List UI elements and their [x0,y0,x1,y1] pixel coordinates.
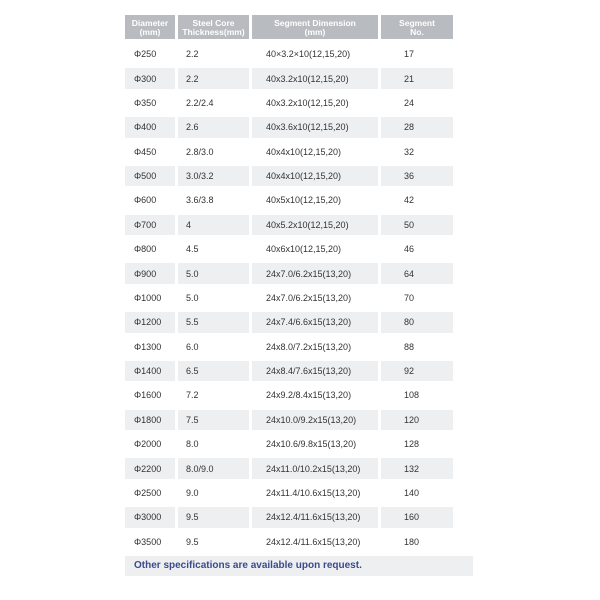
segment-no-cell: 64 [381,263,453,283]
segment-dimension-cell: 40x3.2x10(12,15,20) [252,68,378,88]
segment-no-cell: 92 [381,361,453,381]
steel-core-cell: 2.8/3.0 [186,146,214,157]
diameter-cell: Φ1000 [134,292,162,303]
segment-no-cell: 46 [404,244,415,255]
steel-core-cell: 5.0 [178,263,249,283]
table-row [125,190,473,210]
diameter-cell: Φ2000 [134,439,162,450]
segment-dimension-cell: 24x7.0/6.2x15(13,20) [252,263,378,283]
steel-core-cell: 4.5 [186,244,199,255]
steel-core-cell: 9.5 [186,536,199,547]
table-row [125,312,473,332]
steel-core-cell: 3.6/3.8 [186,195,214,206]
table-row [125,434,473,454]
steel-core-cell: 7.2 [186,390,199,401]
segment-dimension-cell: 40x4x10(12,15,20) [252,166,378,186]
segment-no-cell: 50 [381,215,453,235]
steel-core-cell: 2.6 [178,117,249,137]
table-row [125,215,473,235]
segment-dimension-cell: 24x10.6/9.8x15(13,20) [266,439,357,450]
segment-dimension-cell: 40x4x10(12,15,20) [266,146,342,157]
steel-core-cell: 2.2 [178,68,249,88]
steel-core-cell: 8.0 [186,439,199,450]
steel-core-cell: 9.0 [186,487,199,498]
segment-no-cell: 140 [404,487,420,498]
segment-dimension-cell: 24x7.4/6.6x15(13,20) [252,312,378,332]
table-row [125,93,473,113]
table-row [125,142,473,162]
steel-core-cell: 9.5 [178,507,249,527]
segment-no-cell: 88 [404,341,415,352]
segment-no-cell: 180 [404,536,420,547]
table-row [125,410,473,430]
diameter-cell: Φ2200 [125,458,175,478]
segment-no-cell: 120 [381,410,453,430]
diameter-cell: Φ1800 [125,410,175,430]
diameter-cell: Φ600 [134,195,157,206]
segment-no-cell: 70 [404,292,415,303]
specification-table [125,15,473,576]
steel-core-cell: 4 [178,215,249,235]
header-steel-core-line1: Steel Core [192,17,235,28]
diameter-cell: Φ1300 [134,341,162,352]
diameter-cell: Φ1400 [125,361,175,381]
header-segment-no-line2: No. [410,26,424,37]
table-row [125,239,473,259]
steel-core-cell: 2.2/2.4 [186,97,214,108]
segment-no-cell: 128 [404,439,420,450]
segment-dimension-cell: 40x5.2x10(12,15,20) [252,215,378,235]
segment-dimension-cell: 24x12.4/11.6x15(13,20) [252,507,378,527]
table-row [125,458,473,478]
table-header [125,15,473,39]
table-row [125,337,473,357]
table-row [125,483,473,503]
header-diameter [125,15,175,39]
footer-note: Other specifications are available upon request. [125,556,473,576]
segment-dimension-cell: 24x12.4/11.6x15(13,20) [266,536,361,547]
segment-no-cell: 36 [381,166,453,186]
segment-no-cell: 17 [404,49,415,60]
header-segment-dimension-line1: Segment Dimension [274,17,356,28]
header-steel-core [178,15,249,39]
segment-dimension-cell: 40×3.2×10(12,15,20) [266,49,351,60]
diameter-cell: Φ250 [134,49,157,60]
steel-core-cell: 7.5 [178,410,249,430]
diameter-cell: Φ700 [125,215,175,235]
diameter-cell: Φ400 [125,117,175,137]
diameter-cell: Φ1600 [134,390,162,401]
segment-dimension-cell: 24x11.4/10.6x15(13,20) [266,487,361,498]
steel-core-cell: 2.2 [186,49,199,60]
diameter-cell: Φ900 [125,263,175,283]
segment-no-cell: 132 [381,458,453,478]
segment-no-cell: 80 [381,312,453,332]
table-row [125,361,473,381]
header-segment-dimension-line2: (mm) [304,26,326,37]
steel-core-cell: 6.0 [186,341,199,352]
segment-no-cell: 28 [381,117,453,137]
segment-dimension-cell: 24x9.2/8.4x15(13,20) [266,390,352,401]
diameter-cell: Φ300 [125,68,175,88]
segment-no-cell: 42 [404,195,415,206]
segment-dimension-cell: 24x8.0/7.2x15(13,20) [266,341,352,352]
diameter-cell: Φ3000 [125,507,175,527]
segment-dimension-cell: 40x6x10(12,15,20) [266,244,342,255]
segment-dimension-cell: 40x3.6x10(12,15,20) [252,117,378,137]
header-diameter-line1: Diameter [131,17,169,28]
header-segment-no [381,15,453,39]
segment-no-cell: 24 [404,97,415,108]
segment-no-cell: 108 [404,390,420,401]
table-row [125,68,473,88]
table-row [125,507,473,527]
table-row [125,44,473,64]
diameter-cell: Φ3500 [134,536,162,547]
segment-no-cell: 160 [381,507,453,527]
table-body [125,44,473,552]
header-segment-dimension [252,15,378,39]
table-row [125,166,473,186]
segment-dimension-cell: 40x5x10(12,15,20) [266,195,342,206]
steel-core-cell: 6.5 [178,361,249,381]
header-segment-no-line1: Segment [399,17,435,28]
steel-core-cell: 5.5 [178,312,249,332]
header-steel-core-line2: Thickness(mm) [182,26,245,37]
segment-no-cell: 21 [381,68,453,88]
segment-dimension-cell: 24x8.4/7.6x15(13,20) [252,361,378,381]
diameter-cell: Φ1200 [125,312,175,332]
segment-dimension-cell: 24x7.0/6.2x15(13,20) [266,292,352,303]
segment-dimension-cell: 24x10.0/9.2x15(13,20) [252,410,378,430]
diameter-cell: Φ450 [134,146,157,157]
table-row [125,532,473,552]
diameter-cell: Φ350 [134,97,157,108]
table-row [125,288,473,308]
header-diameter-line2: (mm) [139,26,161,37]
segment-dimension-cell: 24x11.0/10.2x15(13,20) [252,458,378,478]
table-row [125,263,473,283]
table-row [125,385,473,405]
segment-dimension-cell: 40x3.2x10(12,15,20) [266,97,349,108]
steel-core-cell: 3.0/3.2 [178,166,249,186]
steel-core-cell: 5.0 [186,292,199,303]
diameter-cell: Φ2500 [134,487,162,498]
diameter-cell: Φ500 [125,166,175,186]
segment-no-cell: 32 [404,146,415,157]
steel-core-cell: 8.0/9.0 [178,458,249,478]
table-row [125,117,473,137]
diameter-cell: Φ800 [134,244,157,255]
